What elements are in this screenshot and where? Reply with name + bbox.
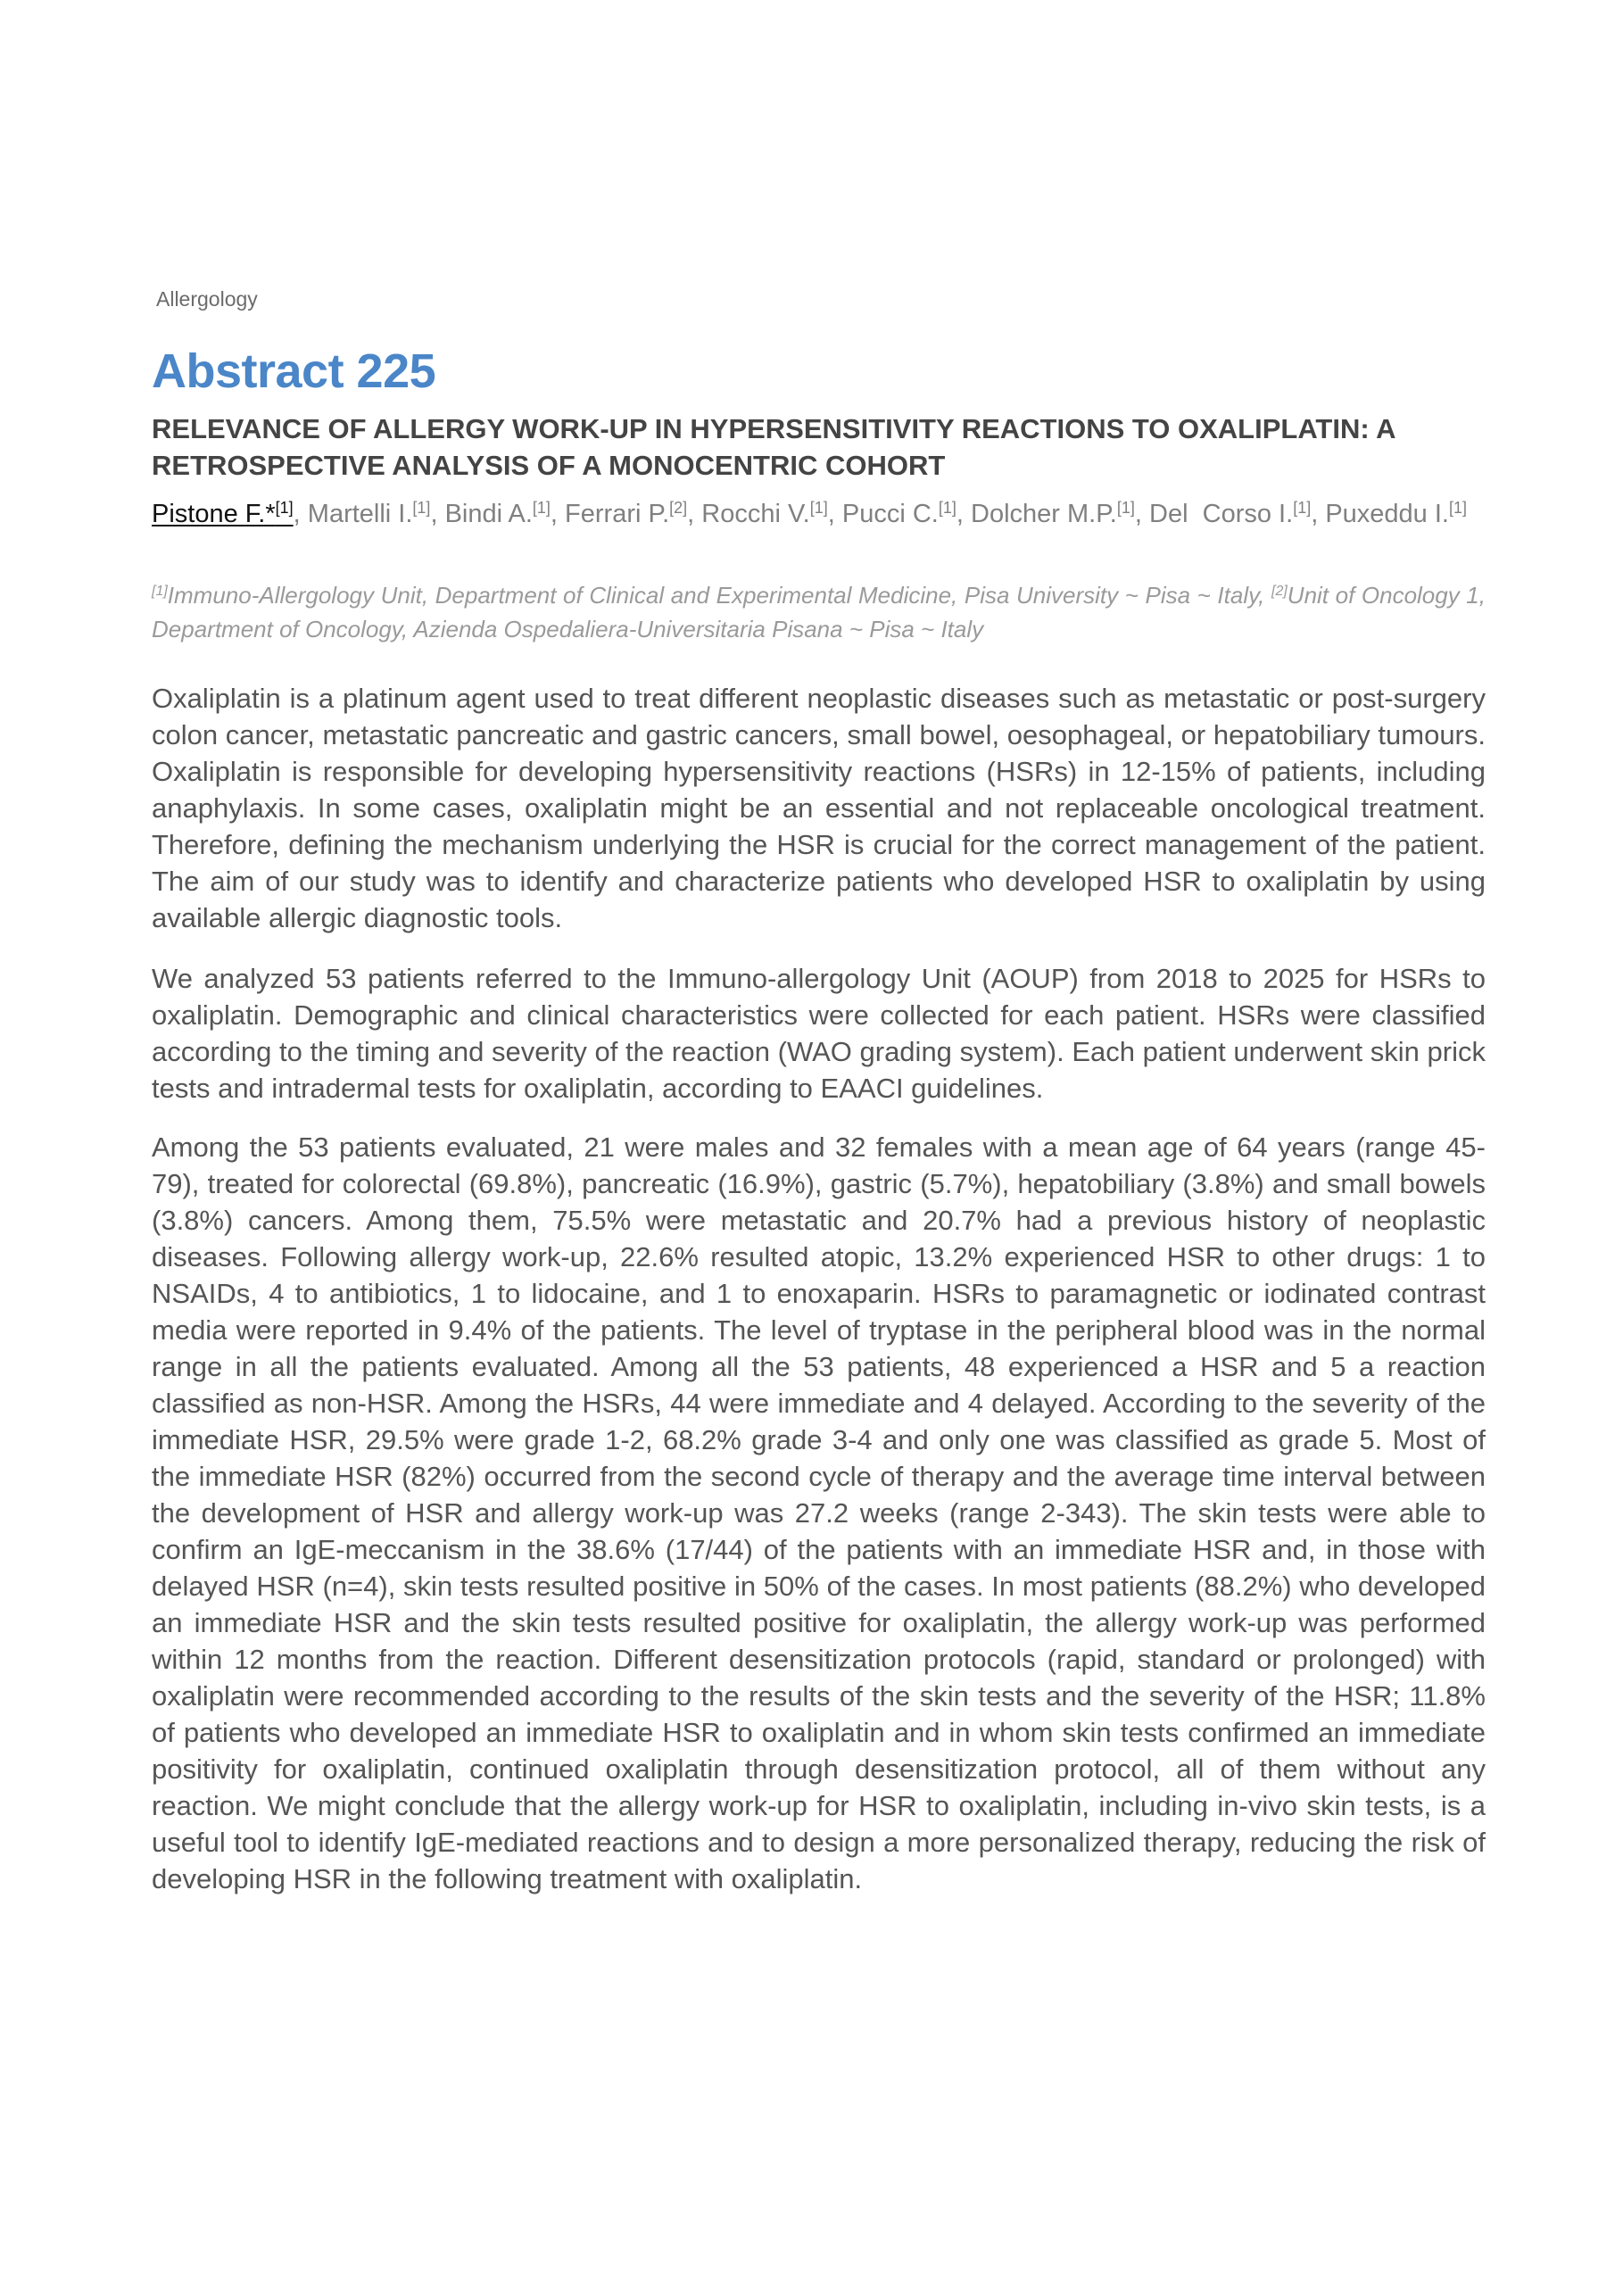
author-presenter: Pistone F.*[1] (152, 499, 294, 528)
author: Rocchi V.[1] (701, 499, 828, 528)
abstract-number: Abstract 225 (152, 344, 436, 398)
affiliation-marker: [1] (152, 584, 168, 599)
author: Dolcher M.P.[1] (971, 499, 1135, 528)
paragraph-results: Among the 53 patients evaluated, 21 were males and 32 females with a mean age of 64 years (range 45-79), treated for colorectal (69.8%), pancreatic (16.9%), gastric (5.7%), hepatobiliary (3.8%) and small bowels (3.8%) cancers. Among them, 75.5% were metastatic and 20.7% had a previous history of neoplastic diseases. Following allergy work-up, 22.6% resulted atopic, 13.2% experienced HSR to other drugs: 1 to NSAIDs, 4 to antibiotics, 1 to lidocaine, and 1 to enoxaparin. HSRs to paramagnetic or iodinated contrast media were reported in 9.4% of the patients. The level of tryptase in the peripheral blood was in the normal range in all the patients evaluated. Among all the 53 patients, 48 experienced a HSR and 5 a reaction classified as non-HSR. Among the HSRs, 44 were immediate and 4 delayed. According to the severity of the immediate HSR, 29.5% were grade 1-2, 68.2% grade 3-4 and only one was classified as grade 5. Most of the immediate HSR (82%) occurred from the second cycle of therapy and the average time interval between the development of HSR and allergy work-up was 27.2 weeks (range 2-343). The skin tests were able to confirm an IgE-meccanism in the 38.6% (17/44) of the patients with an immediate HSR and, in those with delayed HSR (n=4), skin tests resulted positive in 50% of the cases. In most patients (88.2%) who developed an immediate HSR and the skin tests resulted positive for oxaliplatin, the allergy work-up was performed within 12 months from the reaction. Different desensitization protocols (rapid, standard or prolonged) with oxaliplatin were recommended according to the results of the skin tests and the severity of the HSR; 11.8% of patients who developed an immediate HSR to oxaliplatin and in whom skin tests confirmed an immediate positivity for oxaliplatin, continued oxaliplatin through desensitization protocol, all of them without any reaction. We might conclude that the allergy work-up for HSR to oxaliplatin, including in-vivo skin tests, is a useful tool to identify IgE-mediated reactions and to design a more personalized therapy, reducing the risk of developing HSR in the following treatment with oxaliplatin. (152, 1131, 1486, 1894)
affiliation-text: Unit of Oncology 1, Department of Oncology, Azienda Ospedaliera-Universitaria Pisana ~ Pisa ~ Italy (152, 582, 1486, 642)
category-label: Allergology (156, 287, 258, 311)
author: Pucci C.[1] (841, 499, 956, 528)
author: Martelli I.[1] (307, 499, 431, 528)
paragraph-background: Oxaliplatin is a platinum agent used to treat different neoplastic diseases such as metastatic or post-surgery colon cancer, metastatic pancreatic and gastric cancers, small bowel, oesophageal, or hepatobiliary tumours. Oxaliplatin is responsible for developing hypersensitivity reactions (HSRs) in 12-15% of patients, including anaphylaxis. In some cases, oxaliplatin might be an essential and not replaceable oncological treatment. Therefore, defining the mechanism underlying the HSR is crucial for the correct management of the patient. The aim of our study was to identify and characterize patients who developed HSR to oxaliplatin by using available allergic diagnostic tools. (152, 683, 1486, 933)
author: Ferrari P.[2] (565, 499, 688, 528)
affiliation-marker: [2] (1271, 584, 1288, 599)
affiliation-text: Immuno-Allergology Unit, Department of Clinical and Experimental Medicine, Pisa University ~ Pisa ~ Italy, (167, 582, 1271, 609)
author: Puxeddu I.[1] (1325, 499, 1467, 528)
paragraph-methods: We analyzed 53 patients referred to the Immuno-allergology Unit (AOUP) from 2018 to 2025 for HSRs to oxaliplatin. Demographic and clinical characteristics were collected for each patient. HSRs were classified according to the timing and severity of the reaction (WAO grading system). Each patient underwent skin prick tests and intradermal tests for oxaliplatin, according to EAACI guidelines. (152, 963, 1486, 1104)
author: Del Corso I.[1] (1149, 499, 1312, 528)
author-list: Pistone F.*[1], Martelli I.[1], Bindi A.[1], Ferrari P.[2], Rocchi V.[1], Pucci C.[1], Dolcher M.P.[1], Del Corso I.[1], Puxeddu I.[1] (152, 499, 1467, 528)
abstract-title: RELEVANCE OF ALLERGY WORK-UP IN HYPERSENSITIVITY REACTIONS TO OXALIPLATIN: A RETROSPECTIVE ANALYSIS OF A MONOCENTRIC COHORT (152, 413, 1395, 481)
author: Bindi A.[1] (444, 499, 551, 528)
affiliations (152, 578, 1486, 646)
